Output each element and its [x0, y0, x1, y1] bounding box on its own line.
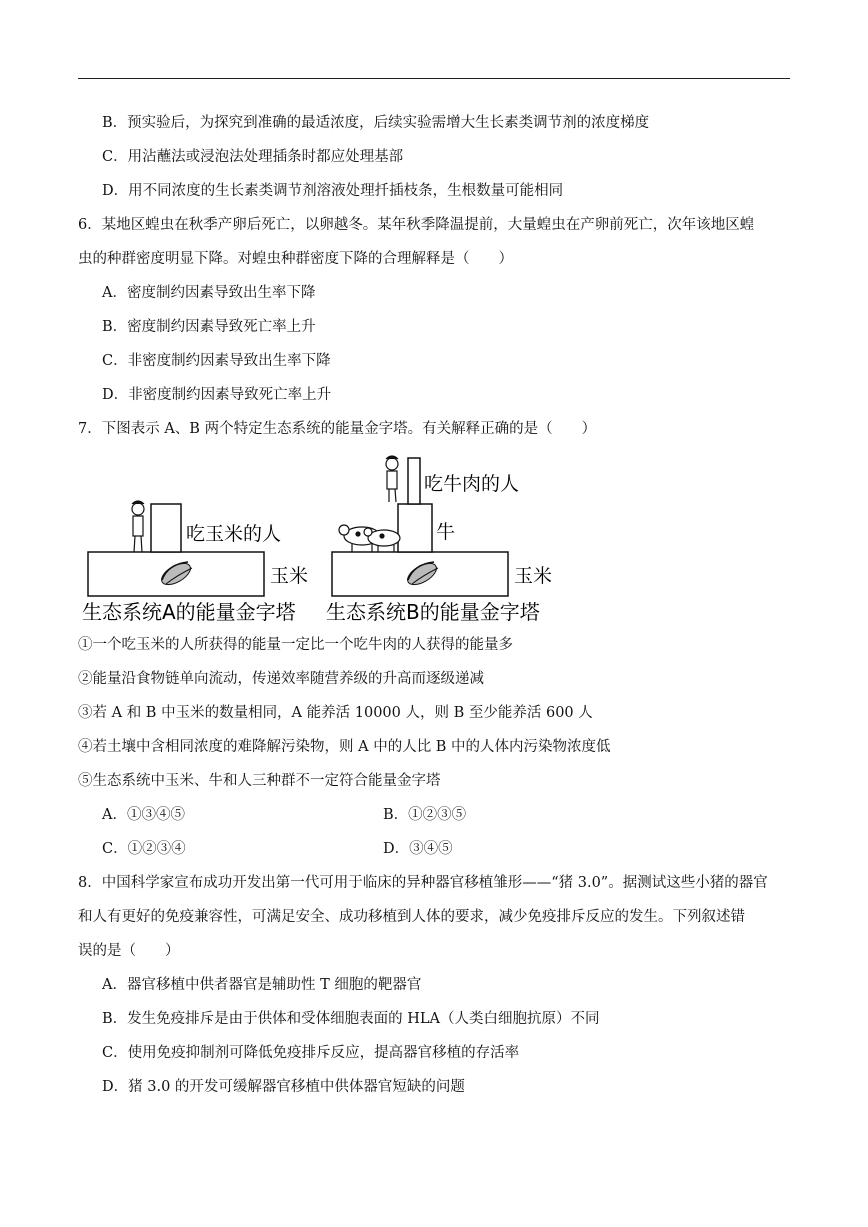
pyramid-b: [326, 456, 552, 624]
q7-statement-1: ①一个吃玉米的人所获得的能量一定比一个吃牛肉的人获得的能量多: [78, 637, 513, 653]
q6-option-d: D．非密度制约因素导致死亡率上升: [102, 387, 332, 403]
q7-statement-3: ③若 A 和 B 中玉米的数量相同，A 能养活 10000 人，则 B 至少能养活 600 人: [78, 705, 593, 721]
q7-option-d: D．③④⑤: [383, 841, 453, 857]
q7-statement-2: ②能量沿食物链单向流动，传递效率随营养级的升高而逐级递减: [78, 671, 484, 687]
q8-option-a: A．器官移植中供者器官是辅助性 T 细胞的靶器官: [102, 977, 422, 993]
q7-statement-5: ⑤生态系统中玉米、牛和人三种群不一定符合能量金字塔: [78, 773, 441, 789]
q8-option-d: D．猪 3.0 的开发可缓解器官移植中供体器官短缺的问题: [102, 1079, 465, 1095]
q7-option-a: A．①③④⑤: [102, 807, 185, 823]
pyramid-a-base-label: 玉米: [270, 565, 309, 587]
q6-option-b: B．密度制约因素导致死亡率上升: [102, 319, 316, 335]
q8-stem-line2: 和人有更好的免疫兼容性，可满足安全、成功移植到人体的要求，减少免疫排斥反应的发生。下列叙述错: [78, 909, 745, 925]
cattle-icon: [339, 525, 400, 552]
pyramid-a-caption: 生态系统A的能量金字塔: [82, 600, 296, 624]
q8-option-b: B．发生免疫排斥是由于供体和受体细胞表面的 HLA（人类白细胞抗原）不同: [102, 1011, 600, 1027]
q8-stem-line1: 8．中国科学家宣布成功开发出第一代可用于临床的异种器官移植雏形——“猪 3.0”。据测试这些小猪的器官: [78, 875, 768, 891]
header-rule: [78, 78, 790, 79]
pyramid-a-top-box: [151, 504, 181, 552]
q8-stem-line3: 误的是（ ）: [78, 943, 180, 959]
pyramid-b-mid-box: [398, 504, 432, 552]
pyramid-b-top-label: 吃牛肉的人: [424, 473, 520, 495]
energy-pyramid-figure: [78, 452, 578, 630]
pyramid-a: [82, 501, 308, 624]
q7-option-b: B．①②③⑤: [383, 807, 467, 823]
q5-option-b: B．预实验后，为探究到准确的最适浓度，后续实验需增大生长素类调节剂的浓度梯度: [102, 115, 650, 131]
person-icon: [132, 501, 144, 552]
q6-option-c: C．非密度制约因素导致出生率下降: [102, 353, 331, 369]
pyramid-b-base-label: 玉米: [514, 565, 553, 587]
q6-option-a: A．密度制约因素导致出生率下降: [102, 285, 316, 301]
q7-stem: 7．下图表示 A、B 两个特定生态系统的能量金字塔。有关解释正确的是（ ）: [78, 421, 597, 437]
pyramid-b-top-box: [408, 458, 420, 504]
q8-option-c: C．使用免疫抑制剂可降低免疫排斥反应，提高器官移植的存活率: [102, 1045, 520, 1061]
person-icon: [386, 456, 398, 502]
pyramid-b-caption: 生态系统B的能量金字塔: [326, 600, 540, 624]
pyramid-a-top-label: 吃玉米的人: [186, 523, 282, 545]
q5-option-c: C．用沾蘸法或浸泡法处理插条时都应处理基部: [102, 149, 404, 165]
q5-option-d: D．用不同浓度的生长素类调节剂溶液处理扦插枝条，生根数量可能相同: [102, 183, 564, 199]
q7-option-c: C．①②③④: [102, 841, 186, 857]
q7-statement-4: ④若土壤中含相同浓度的难降解污染物，则 A 中的人比 B 中的人体内污染物浓度低: [78, 739, 611, 755]
pyramid-b-mid-label: 牛: [436, 521, 456, 543]
q6-stem-line1: 6．某地区蝗虫在秋季产卵后死亡，以卵越冬。某年秋季降温提前，大量蝗虫在产卵前死亡，次年该地区蝗: [78, 217, 755, 233]
q6-stem-line2: 虫的种群密度明显下降。对蝗虫种群密度下降的合理解释是（ ）: [78, 251, 513, 267]
